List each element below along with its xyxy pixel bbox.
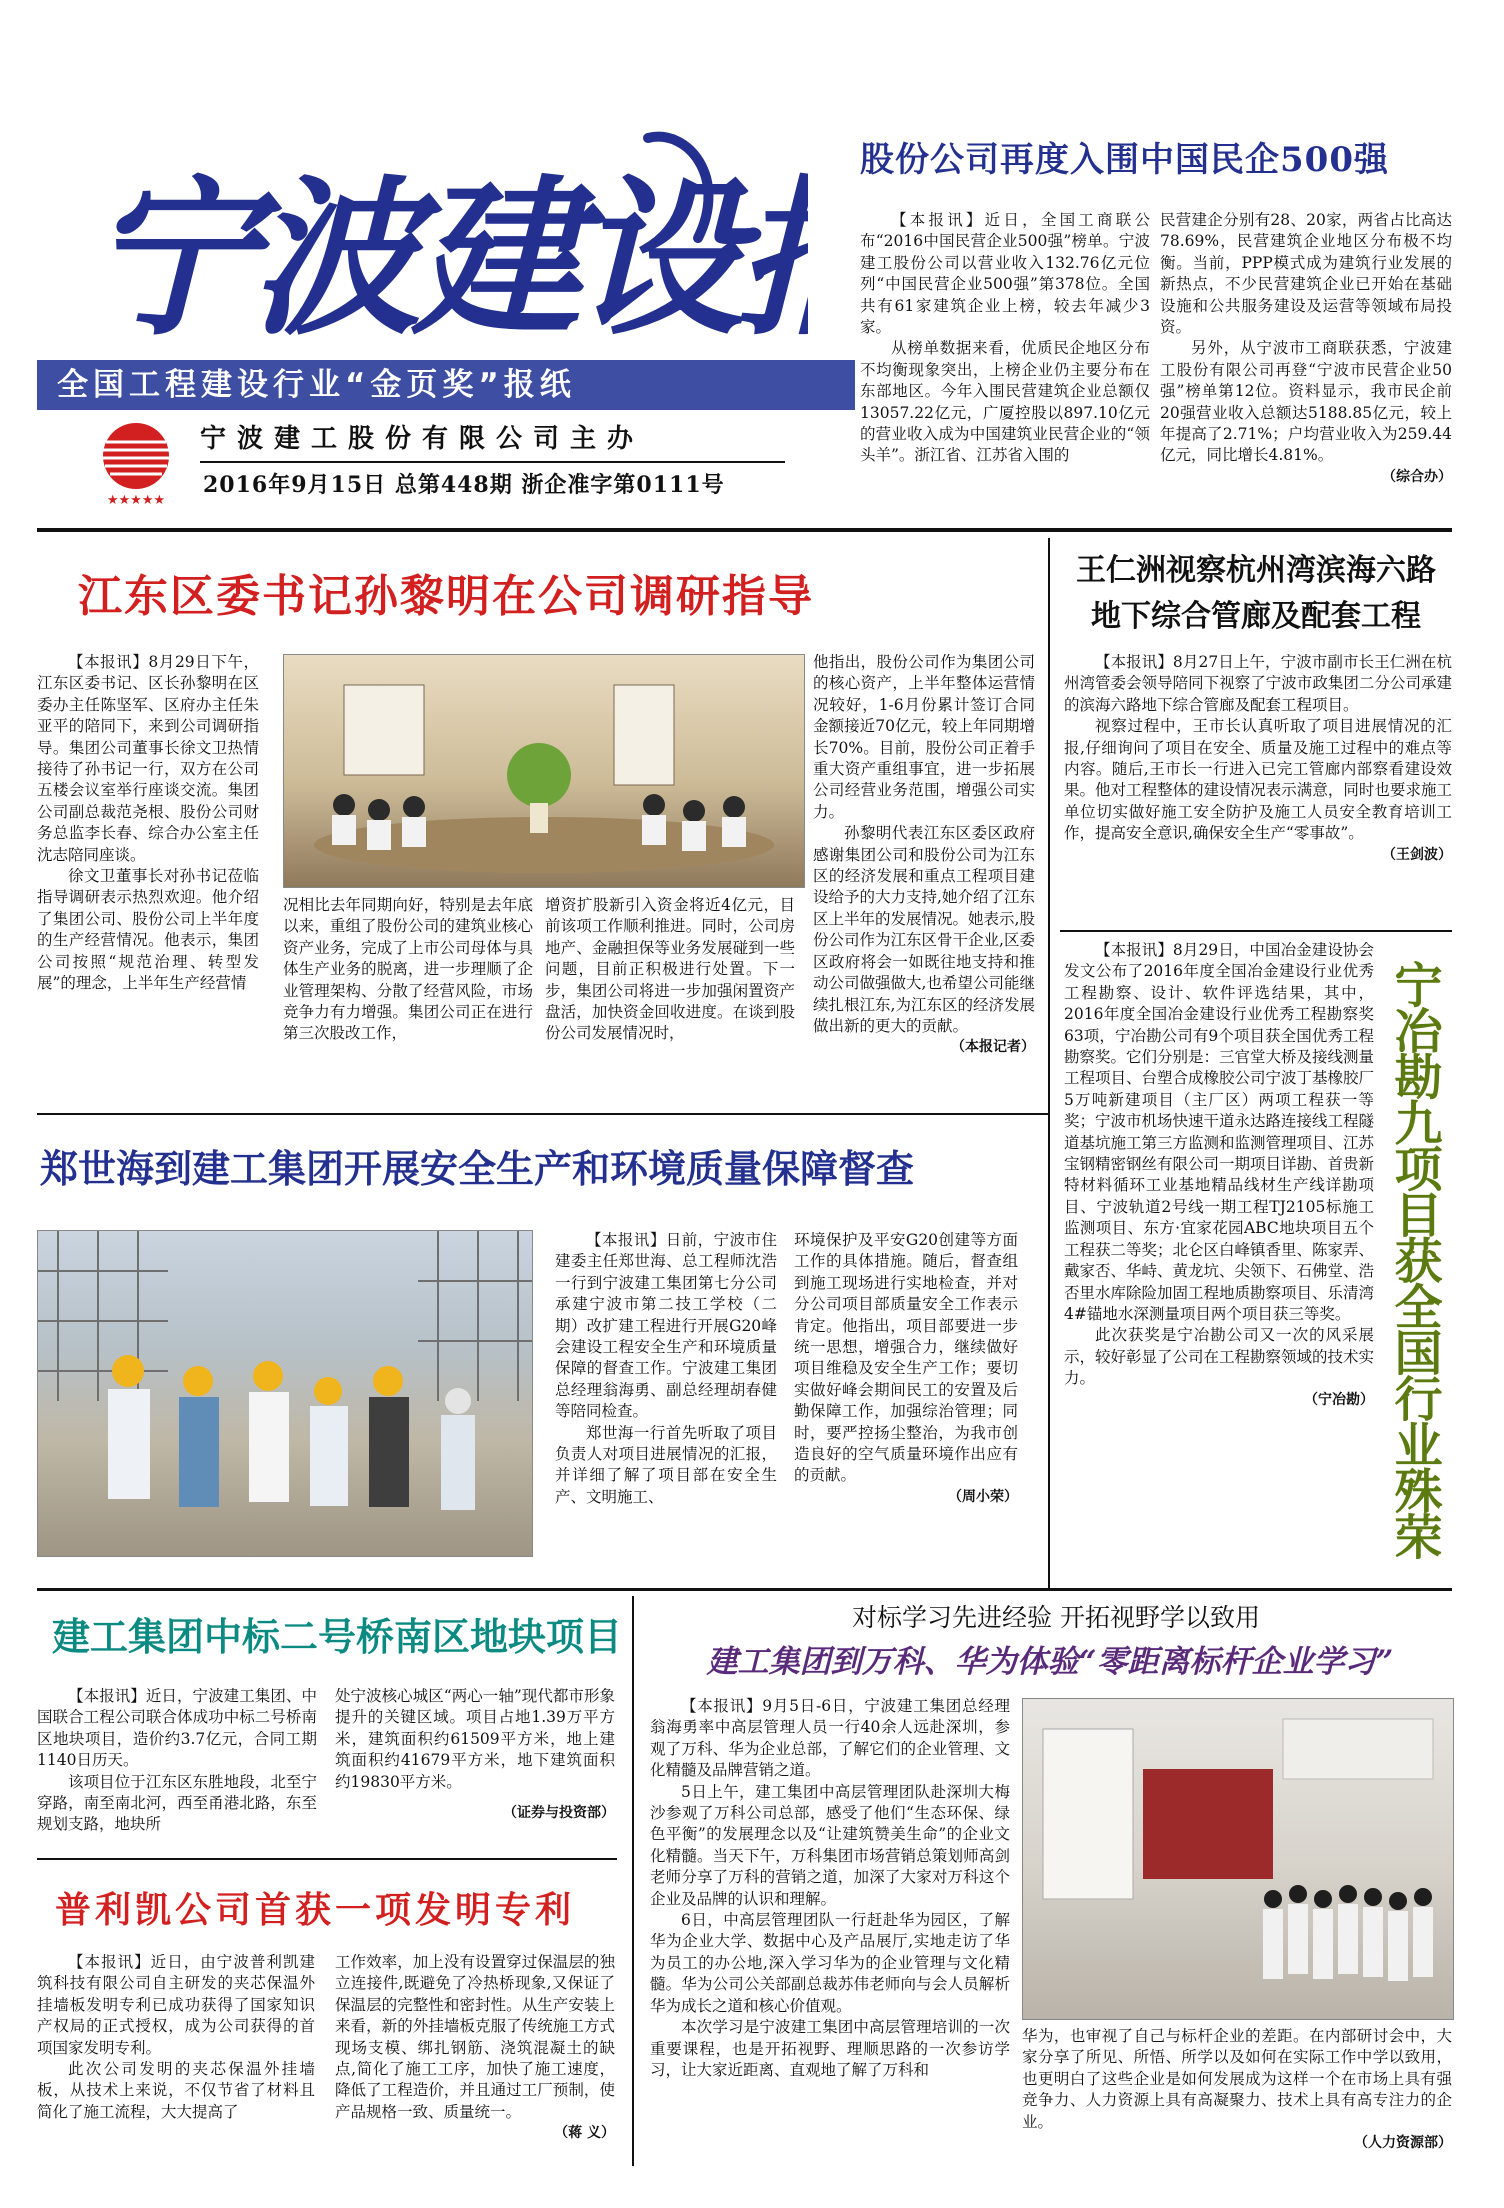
paragraph: 他指出，股份公司作为集团公司的核心资产，上半年整体运营情况较好，1-6月份累计签订合同金额接近70亿元，较上年同期增长70%。目前，股份公司正着手重大资产重组事宜，进一步拓展公司经营业务范围，增强公司实力。 <box>813 653 1035 821</box>
svg-text:★★★★★: ★★★★★ <box>106 493 166 508</box>
meeting-photo <box>283 654 805 888</box>
zheng-headline: 郑世海到建工集团开展安全生产和环境质量保障督查 <box>40 1147 915 1191</box>
patent-col1 <box>37 1952 315 2123</box>
story1-col3 <box>545 895 795 1045</box>
paragraph: 【本报讯】9月5日-6日，宁波建工集团总经理翁海勇率中高层管理人员一行40余人远赴深圳，参观了万科、华为企业总部，了解它们的企业管理、文化精髓及品牌营销之道。 <box>650 1697 1010 1780</box>
masthead <box>0 0 860 515</box>
paragraph: 徐文卫董事长对孙书记莅临指导调研表示热烈欢迎。他介绍了集团公司、股份公司上半年度的生产经营情况。他表示，集团公司按照“规范治理、转型发展”的理念，上半年生产经营情 <box>37 867 259 993</box>
credit: （本报记者） <box>951 1039 1035 1056</box>
bid-col2 <box>335 1686 615 1824</box>
patent-headline: 普利凯公司首获一项发明专利 <box>55 1890 576 1931</box>
paragraph: 视察过程中，王市长认真听取了项目进展情况的汇报,仔细询问了项目在安全、质量及施工过程中的难点等内容。随后,王市长一行进入已完工管廊内部察看建设效果。他对工程整体的建设情况表示满意，同时也要求施工单位切实做好施工安全防护及施工人员安全教育培训工作，提高安全意识,确保安全生产“零事故”。 <box>1064 717 1452 843</box>
paragraph: 5日上午，建工集团中高层管理团队赴深圳大梅沙参观了万科公司总部，感受了他们“生态环保、绿色平衡”的发展理念以及“让建筑赞美生命”的企业文化精髓。当天下午，万科集团市场营销总策划师高剑老师分享了万科的营销之道，加深了大家对万科这个企业及品牌的认识和理解。 <box>650 1782 1010 1908</box>
paragraph: 【本报讯】近日，全国工商联公布“2016中国民营企业500强”榜单。宁波建工股份公司以营业收入132.76亿元位列“中国民营企业500强”第378位。全国共有61家建筑企业上榜，较去年减少3家。 <box>860 211 1150 337</box>
section-divider-thick <box>37 528 1452 532</box>
credit: （人力资源部） <box>1354 2135 1452 2152</box>
credit: （王剑波） <box>1382 846 1452 863</box>
wang-headline <box>1060 548 1452 640</box>
paragraph: 【本报讯】8月29日，中国冶金建设协会发文公布了2016年度全国冶金建设行业优秀工程勘察、设计、软件评选结果，其中，2016年度全国冶金建设行业优秀工程勘察奖63项，宁冶勘公司有9个项目获全国优秀工程勘察奖。它们分别是：三官堂大桥及接线测量工程项目、台塑合成橡胶公司宁波丁基橡胶厂5万吨新建项目（主厂区）两项工程获一等奖；宁波市机场快速干道永达路连接线工程隧道基坑施工第三方监测和监测管理项目、江苏宝钢精密钢丝有限公司一期项目详勘、首贵新特材料循环工业基地精品线材生产线详勘项目、宁波轨道2号线一期工程TJ2105标施工监测项目、东方·宜家花园ABC地块项目五个工程获二等奖；北仑区白峰镇香里、陈家弄、戴家否、华峙、黄龙坑、尖领下、石佛堂、浩否里水库除险加固工程地质勘察项目、乐清湾4#锚地水深测量项目两个项目获三等奖。 <box>1064 941 1375 1323</box>
paragraph: 郑世海一行首先听取了项目负责人对项目进展情况的汇报，并详细了解了项目部在安全生产、文明施工、 <box>555 1423 777 1506</box>
vertical-divider <box>632 1596 634 2166</box>
paragraph: 况相比去年同期向好，特别是去年底以来，重组了股份公司的建筑业核心资产业务，完成了上市公司母体与具体生产业务的脱离，进一步理顺了企业管理架构、分散了经营风险，市场竞争力有力增强。集团公司正在进行第三次股改工作， <box>283 896 533 1043</box>
vanke-col2 <box>1022 2026 1452 2154</box>
paragraph: 民营建企分别有28、20家，两省占比高达78.69%，民营建筑企业地区分布极不均衡。当前，PPP模式成为建筑行业发展的新热点，不少民营建筑企业已开始在基础设施和公共服务建设及运营等领域布局投资。 <box>1160 211 1452 337</box>
credit: （蒋 义） <box>554 2125 615 2142</box>
vanke-headline: 建工集团到万科、华为体验“零距离标杆企业学习” <box>706 1644 1394 1680</box>
section-divider-thick <box>37 1588 1452 1591</box>
site-inspection-photo <box>37 1230 533 1557</box>
paragraph: 【本报讯】8月29日下午，江东区委书记、区长孙黎明在区委办主任陈坚军、区府办主任朱亚平的陪同下，来到公司调研指导。集团公司董事长徐文卫热情接待了孙书记一行，双方在公司五楼会议室举行座谈交流。集团公司副总裁范尧根、股份公司财务总监李长春、综合办公室主任沈志陪同座谈。 <box>37 653 259 864</box>
paragraph: 6日，中高层管理团队一行赶赴华为园区，了解华为企业大学、数据中心及产品展厅,实地走访了华为员工的办公地,深入学习华为的企业管理与文化精髓。华为公司公关部副总裁苏伟老师向与会人员解析华为成长之道和核心价值观。 <box>650 1911 1010 2015</box>
paragraph: 【本报讯】8月27日上午，宁波市副市长王仁洲在杭州湾管委会领导陪同下视察了宁波市政集团二分公司承建的滨海六路地下综合管廊及配套工程项目。 <box>1064 653 1452 714</box>
section-divider <box>37 1858 617 1860</box>
vanke-col1 <box>650 1696 1010 2081</box>
section-divider <box>37 1113 1048 1115</box>
top-story-col2 <box>1160 210 1452 488</box>
credit: （周小荣） <box>948 1488 1018 1505</box>
paragraph: 该项目位于江东区东胜地段，北至宁穿路，南至南北河，西至甬港北路，东至规划支路，地块所 <box>37 1772 317 1834</box>
vertical-divider <box>1048 538 1050 1588</box>
paragraph: 【本报讯】近日，由宁波普利凯建筑科技有限公司自主研发的夹芯保温外挂墙板发明专利已成功获得了国家知识产权局的正式授权，成为公司获得的首项国家发明专利。 <box>37 1953 315 2057</box>
vanke-subhead: 对标学习先进经验 开拓视野学以致用 <box>852 1603 1260 1632</box>
paragraph: 孙黎明代表江东区委区政府感谢集团公司和股份公司为江东区的经济发展和重点工程项目建设给予的大力支持,她介绍了江东区上半年的发展情况。她表示,股份公司作为江东区骨干企业,区委区政府将会一如既往地支持和推动公司做强做大,也希望公司能继续扎根江东,为江东区的经济发展做出新的更大的贡献。 <box>813 824 1035 1035</box>
bid-headline: 建工集团中标二号桥南区地块项目 <box>52 1615 623 1659</box>
slogan-banner <box>37 360 855 410</box>
paragraph: 【本报讯】近日，宁波建工集团、中国联合工程公司联合体成功中标二号桥南区地块项目，造价约3.7亿元，合同工期1140日历天。 <box>37 1687 317 1770</box>
paragraph: 环境保护及平安G20创建等方面工作的具体措施。随后，督查组到施工现场进行实地检查，并对分公司项目部质量安全工作表示肯定。他指出，项目部要进一步统一思想，增强合力，继续做好项目维稳及安全生产工作；要切实做好峰会期间民工的安置及后勤保障工作，加强综治管理；同时，要严控扬尘整治，为我市创造良好的空气质量环境作出应有的贡献。 <box>794 1231 1018 1485</box>
paragraph: 处宁波核心城区“两心一轴”现代都市形象提升的关键区域。项目占地1.39万平方米，建筑面积约61509平方米，地上建筑面积约41679平方米，地下建筑面积约19830平方米。 <box>335 1687 615 1791</box>
top-story-col1 <box>860 210 1150 467</box>
credit: （综合办） <box>1382 468 1452 485</box>
slogan-text: 全国工程建设行业“金页奖”报纸 <box>57 367 576 403</box>
wang-body <box>1064 652 1452 866</box>
paragraph: 工作效率，加上没有设置穿过保温层的独立连接件,既避免了冷热桥现象,又保证了保温层的完整性和密封性。从生产安装上来看，新的外挂墙板克服了传统施工方式现场支模、绑扎钢筋、浇筑混凝土的缺点,简化了施工工序，加快了施工速度，降低了工程造价，并且通过工厂预制，使产品规格一致、质量统一。 <box>335 1953 615 2121</box>
paragraph: 华为，也审视了自己与标杆企业的差距。在内部研讨会中，大家分享了所见、所悟、所学以及如何在实际工作中学以致用，也更明白了这些企业是如何发展成为这样一个在市场上具有强竞争力、人力资源上具有高凝聚力、技术上具有高专注力的企业。 <box>1022 2027 1452 2131</box>
ningye-body <box>1064 940 1374 1411</box>
company-logo <box>92 420 180 508</box>
top-story-headline: 股份公司再度入围中国民企500强 <box>860 140 1389 180</box>
masthead-logo-art <box>88 118 808 348</box>
wang-headline-line2: 地下综合管廊及配套工程 <box>1091 599 1421 634</box>
sponsor-line: 宁波建工股份有限公司主办 <box>200 424 645 454</box>
date-line: 2016年9月15日 总第448期 浙企准字第0111号 <box>203 472 725 498</box>
credit: （证券与投资部） <box>503 1805 615 1822</box>
paragraph: 此次公司发明的夹芯保温外挂墙板，从技术上来说，不仅节省了材料且简化了施工流程，大大提高了 <box>37 2060 315 2121</box>
story1-col2 <box>283 895 533 1045</box>
paragraph: 另外，从宁波市工商联获悉，宁波建工股份有限公司再登“宁波市民营企业50强”榜单第12位。资料显示，我市民企前20强营业收入总额达5188.85亿元，较上年提高了2.71%；户均营业收入为259.44亿元，同比增长4.81%。 <box>1160 339 1452 465</box>
ningye-vertical-headline: 宁冶勘九项目获全国行业殊荣 <box>1386 960 1442 1558</box>
study-tour-photo <box>1022 1698 1454 2020</box>
paragraph: 【本报讯】日前，宁波市住建委主任郑世海、总工程师沈浩一行到宁波建工集团第七分公司承建宁波市第二技工学校（二期）改扩建工程进行开展G20峰会建设工程安全生产和环境质量保障的督查工作。宁波建工集团总经理翁海勇、副总经理胡春健等陪同检查。 <box>555 1231 777 1421</box>
masthead-logo-text: 宁波建设 <box>88 159 737 348</box>
credit: （宁冶勘） <box>1304 1391 1374 1408</box>
masthead-divider <box>200 461 785 463</box>
section-divider <box>1060 930 1452 932</box>
patent-col2 <box>335 1952 615 2145</box>
paragraph: 此次获奖是宁冶勘公司又一次的风采展示，较好彰显了公司在工程勘察领域的技术实力。 <box>1064 1326 1375 1388</box>
masthead-logo <box>88 118 808 348</box>
story1-col4 <box>813 652 1035 1059</box>
story1-col1 <box>37 652 259 1172</box>
story1-headline: 江东区委书记孙黎明在公司调研指导 <box>78 571 814 622</box>
zheng-col1 <box>555 1230 777 1508</box>
bid-col1 <box>37 1686 317 1836</box>
zheng-col2 <box>794 1230 1018 1508</box>
wang-headline-line1: 王仁洲视察杭州湾滨海六路 <box>1076 553 1436 588</box>
paragraph: 本次学习是宁波建工集团中高层管理培训的一次重要课程，也是开拓视野、理顺思路的一次参访学习，让大家近距离、直观地了解了万科和 <box>650 2018 1010 2079</box>
paragraph: 增资扩股新引入资金将近4亿元，目前该项工作顺利推进。同时，公司房地产、金融担保等业务发展碰到一些问题，目前正积极进行处置。下一步，集团公司将进一步加强闲置资产盘活，加快资金回收进度。在谈到股份公司发展情况时， <box>545 896 795 1043</box>
paragraph: 从榜单数据来看，优质民企地区分布不均衡现象突出，上榜企业仍主要分布在东部地区。今年入围民营建筑企业总额仅13057.22亿元，广厦控股以897.10亿元的营业收入成为中国建筑业民营企业的“领头羊”。浙江省、江苏省入围的 <box>860 339 1150 465</box>
